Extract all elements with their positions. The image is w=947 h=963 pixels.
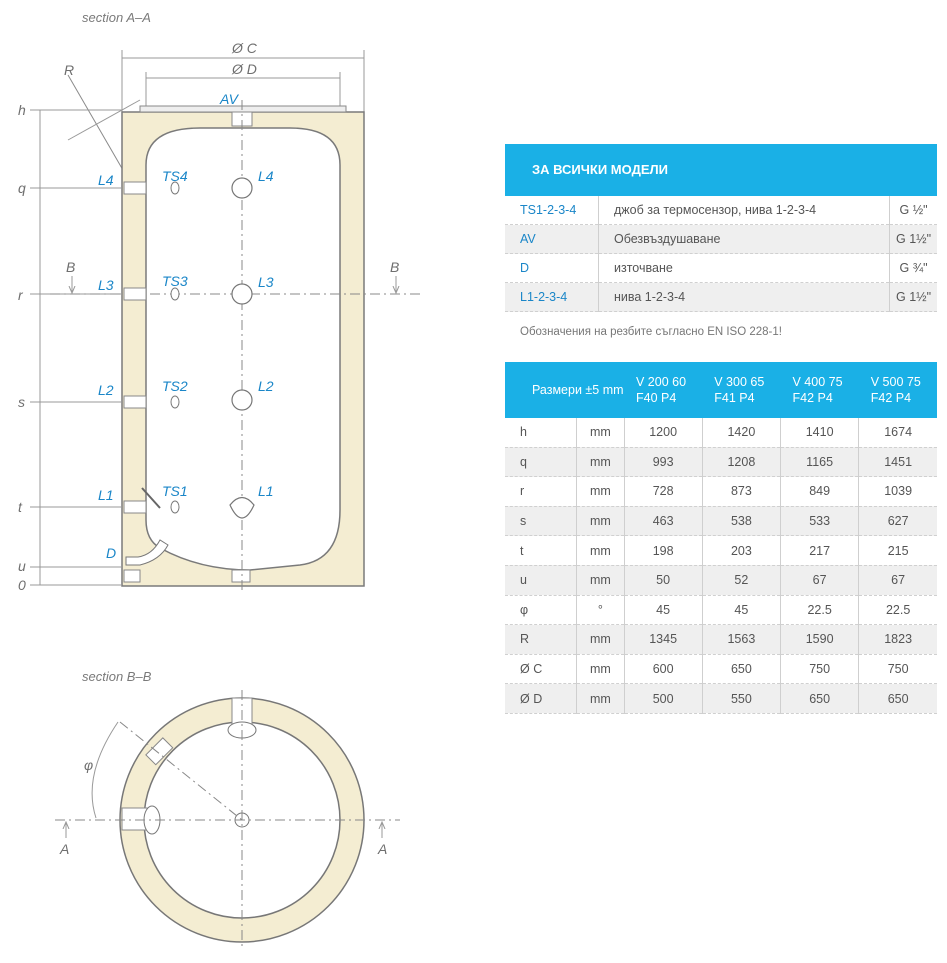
dimension-value: 1208: [702, 447, 780, 477]
dimension-name: Ø D: [505, 684, 577, 714]
dimension-name: t: [505, 536, 577, 566]
l3-left-label: L3: [98, 277, 114, 293]
dimension-value: 217: [781, 536, 859, 566]
dimension-row: [505, 536, 937, 566]
dimension-value: 1451: [859, 447, 937, 477]
legend-code: D: [505, 254, 599, 283]
legend-code: TS1-2-3-4: [505, 196, 599, 225]
ts4-label: TS4: [162, 168, 188, 184]
dimension-value: 22.5: [781, 595, 859, 625]
legend-thread: G 1½": [890, 283, 937, 312]
dimension-row: [505, 418, 937, 447]
section-bb-title: section B–B: [82, 669, 152, 684]
dimension-value: 849: [781, 477, 859, 507]
legend-row: [505, 254, 937, 283]
angle-arc: [92, 722, 118, 818]
dimensions-header-row: [505, 362, 937, 418]
dimension-value: 1590: [781, 625, 859, 655]
dimension-value: 52: [702, 565, 780, 595]
angle-label: φ: [84, 757, 94, 773]
dimension-name: h: [505, 418, 577, 447]
dimension-unit: °: [577, 595, 624, 625]
level-q-label: q: [18, 180, 26, 196]
dimension-value: 1420: [702, 418, 780, 447]
dimension-value: 650: [702, 654, 780, 684]
dimension-value: 198: [624, 536, 702, 566]
legend-description: източване: [599, 254, 890, 283]
l1-right-label: L1: [258, 483, 274, 499]
dimension-row: [505, 684, 937, 714]
dimension-name: s: [505, 506, 577, 536]
legend-row: [505, 196, 937, 225]
dimension-value: 215: [859, 536, 937, 566]
dimension-value: 550: [702, 684, 780, 714]
dimension-value: 1039: [859, 477, 937, 507]
l3-right-label: L3: [258, 274, 274, 290]
dimension-value: 750: [859, 654, 937, 684]
dimension-row: [505, 654, 937, 684]
legend-description: нива 1-2-3-4: [599, 283, 890, 312]
dimension-name: R: [505, 625, 577, 655]
drain-label: D: [106, 545, 117, 561]
cut-a-right-label: A: [378, 841, 388, 857]
ts1-label: TS1: [162, 483, 188, 499]
dimension-value: 600: [624, 654, 702, 684]
dimension-value: 993: [624, 447, 702, 477]
dimension-value: 538: [702, 506, 780, 536]
level-h-label: h: [18, 102, 26, 118]
legend-row: [505, 283, 937, 312]
dimension-value: 67: [859, 565, 937, 595]
level-r-label: r: [18, 287, 23, 303]
dimension-value: 500: [624, 684, 702, 714]
l4-left-label: L4: [98, 172, 114, 188]
dimension-name: φ: [505, 595, 577, 625]
legend-code: L1-2-3-4: [505, 283, 599, 312]
dimension-value: 627: [859, 506, 937, 536]
legend-table: [505, 196, 937, 312]
dimension-row: [505, 625, 937, 655]
l4-right-label: L4: [258, 168, 274, 184]
ts3-label: TS3: [162, 273, 188, 289]
dimension-row: [505, 506, 937, 536]
model-header: V 400 75 F42 P4: [781, 362, 859, 418]
legend-thread: G 1½": [890, 225, 937, 254]
dimension-name: r: [505, 477, 577, 507]
dimension-unit: mm: [577, 477, 624, 507]
dimension-row: [505, 477, 937, 507]
radius-label: R: [64, 62, 75, 78]
diameter-c-label: Ø C: [232, 40, 257, 56]
model-header: V 500 75 F42 P4: [859, 362, 937, 418]
level-t-label: t: [18, 499, 22, 515]
dimension-name: q: [505, 447, 577, 477]
dimension-value: 463: [624, 506, 702, 536]
dimension-value: 650: [781, 684, 859, 714]
dimension-name: Ø C: [505, 654, 577, 684]
dimension-unit: mm: [577, 625, 624, 655]
ts2-label: TS2: [162, 378, 188, 394]
dimension-value: 533: [781, 506, 859, 536]
legend-title: ЗА ВСИЧКИ МОДЕЛИ: [505, 144, 937, 196]
dimension-value: 1563: [702, 625, 780, 655]
dimension-value: 1165: [781, 447, 859, 477]
dimension-row: [505, 595, 937, 625]
model-header: V 200 60 F40 P4: [624, 362, 702, 418]
legend-description: джоб за термосензор, нива 1-2-3-4: [599, 196, 890, 225]
dimension-name: u: [505, 565, 577, 595]
dimension-row: [505, 565, 937, 595]
diameter-d-label: Ø D: [232, 61, 257, 77]
dimension-value: 1674: [859, 418, 937, 447]
dimensions-panel: [505, 362, 937, 714]
dimension-unit: mm: [577, 565, 624, 595]
dimension-value: 750: [781, 654, 859, 684]
legend-panel: [505, 144, 937, 346]
dimensions-table: [505, 362, 937, 714]
level-u-label: u: [18, 558, 26, 574]
dimension-value: 203: [702, 536, 780, 566]
dimension-value: 873: [702, 477, 780, 507]
dimension-value: 45: [702, 595, 780, 625]
legend-description: Обезвъздушаване: [599, 225, 890, 254]
l1-left-label: L1: [98, 487, 114, 503]
model-header: V 300 65 F41 P4: [702, 362, 780, 418]
dimension-value: 22.5: [859, 595, 937, 625]
dimension-row: [505, 447, 937, 477]
cut-b-left-label: B: [66, 259, 76, 275]
dimension-value: 1345: [624, 625, 702, 655]
legend-thread: G ¾": [890, 254, 937, 283]
legend-row: [505, 225, 937, 254]
cut-a-left-label: A: [60, 841, 70, 857]
dimension-unit: mm: [577, 506, 624, 536]
legend-thread: G ½": [890, 196, 937, 225]
diameter-c-dimension: [122, 50, 364, 112]
dimension-value: 1823: [859, 625, 937, 655]
l2-right-label: L2: [258, 378, 274, 394]
level-s-label: s: [18, 394, 25, 410]
legend-code: AV: [505, 225, 599, 254]
level-0-label: 0: [18, 577, 26, 593]
dimension-unit: mm: [577, 536, 624, 566]
dimension-value: 50: [624, 565, 702, 595]
dimension-value: 728: [624, 477, 702, 507]
l2-left-label: L2: [98, 382, 114, 398]
dimension-value: 67: [781, 565, 859, 595]
dimensions-header-label: Размери ±5 mm: [505, 362, 624, 418]
cut-b-right-label: B: [390, 259, 400, 275]
av-label: AV: [220, 91, 238, 107]
dimension-unit: mm: [577, 447, 624, 477]
dimension-value: 45: [624, 595, 702, 625]
dimension-value: 650: [859, 684, 937, 714]
dimension-unit: mm: [577, 418, 624, 447]
section-aa-title: section A–A: [82, 10, 151, 25]
dimension-unit: mm: [577, 684, 624, 714]
dimension-value: 1410: [781, 418, 859, 447]
dimension-value: 1200: [624, 418, 702, 447]
dimension-unit: mm: [577, 654, 624, 684]
thread-note: Обозначения на резбите съгласно EN ISO 228-1!: [520, 326, 782, 338]
